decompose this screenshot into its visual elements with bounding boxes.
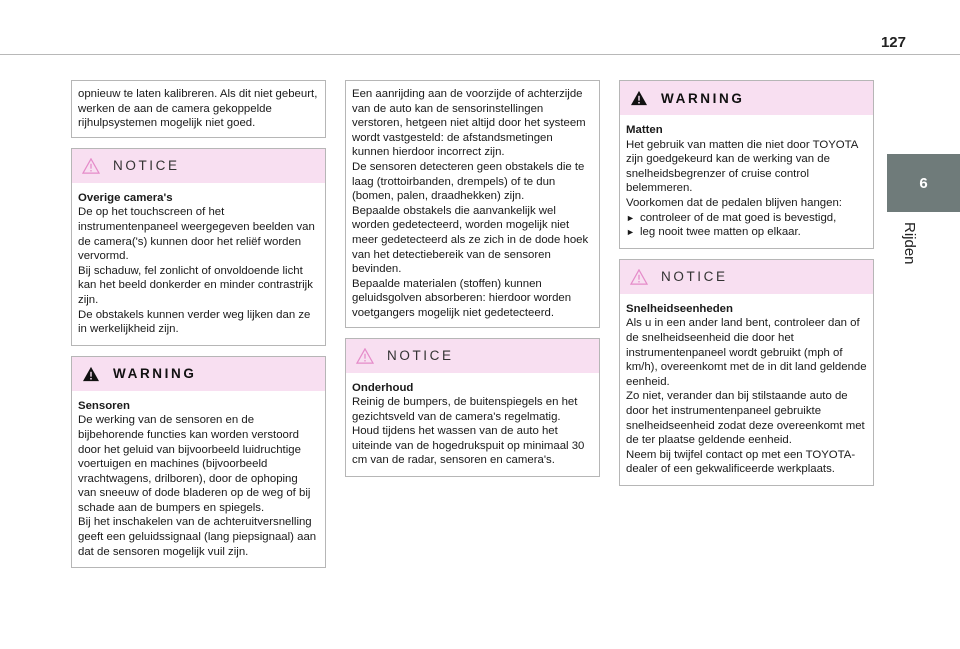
bullet-item <box>626 225 867 240</box>
warning-box-sensors <box>71 356 326 569</box>
warning-line: Voorkomen dat de pedalen blijven hangen: <box>626 196 842 209</box>
notice-body <box>346 373 599 477</box>
warning-subtitle: Matten <box>626 124 663 136</box>
notice-subtitle: Onderhoud <box>352 381 414 394</box>
warning-line: Bij het inschakelen van de achteruitversnelling geeft een geluidssignaal (lang piepsignaal) aan dat de sensoren mogelijk vuil zijn. <box>78 516 317 558</box>
notice-line: Neem bij twijfel contact op met een TOYOTA-dealer of een gekwalificeerde werkplaats. <box>626 448 856 476</box>
notice-line: Als u in een ander land bent, controleer dan of de snelheidseenheid die door het instrumentenpaneel wordt gebruikt (mph of km/h), overeenkomt met de in dit land geldende eenheid. <box>626 317 867 388</box>
notice-line: Reinig de bumpers, de buitenspiegels en het gezichtsveld van de camera's regelmatig. <box>352 396 578 423</box>
warning-header <box>620 81 873 115</box>
column-1 <box>71 80 326 578</box>
warning-header <box>72 357 325 391</box>
intro-box <box>71 80 326 138</box>
warning-body <box>620 115 873 248</box>
warning-triangle-outline-icon <box>630 269 648 285</box>
notice-line: De obstakels kunnen verder weg lijken dan ze in werkelijkheid zijn. <box>78 308 311 336</box>
warning-triangle-outline-icon <box>82 158 100 174</box>
column-3 <box>619 80 874 496</box>
notice-line: Bij schaduw, fel zonlicht of onvoldoende licht kan het beeld donkerder en minder contrastrijk zijn. <box>78 264 313 306</box>
intro-line: Een aanrijding aan de voorzijde of achterzijde van de auto kan de sensorinstellingen verstoren, hetgeen niet altijd door het systeem wordt vastgesteld: de afstandsmetingen kunnen hierdoor incorrect zijn. <box>352 88 586 159</box>
intro-box <box>345 80 600 328</box>
warning-triangle-outline-icon <box>356 348 374 364</box>
notice-label: NOTICE <box>113 158 180 174</box>
chapter-title: Rijden <box>901 222 918 265</box>
intro-line: Bepaalde obstakels die aanvankelijk wel worden gedetecteerd, worden mogelijk niet meer gedetecteerd als ze zich in de dode hoek van het detectiebereik van de sensoren bevinden. <box>352 204 589 276</box>
notice-header <box>620 260 873 294</box>
notice-header <box>346 339 599 373</box>
notice-body <box>620 294 873 485</box>
column-2 <box>345 80 600 487</box>
bullet-arrow-icon: ► <box>626 227 635 238</box>
intro-text: opnieuw te laten kalibreren. Als dit niet gebeurt, werken de aan de camera gekoppelde rijhulpsystemen mogelijk niet goed. <box>78 88 318 130</box>
warning-triangle-filled-icon <box>630 90 648 106</box>
notice-line: Zo niet, verander dan bij stilstaande auto de door het instrumentenpaneel gebruikte snelheidseenheid zodat deze overeenkomt met de ter plaatse geldende eenheid. <box>626 390 865 447</box>
bullet-text: controleer of de mat goed is bevestigd, <box>640 211 837 224</box>
notice-box-speed-units <box>619 259 874 486</box>
bullet-item <box>626 211 867 226</box>
warning-line: De werking van de sensoren en de bijbehorende functies kan worden verstoord door het geluid van bijvoorbeeld luidruchtige voertuigen en machines (bijvoorbeeld vrachtwagens, drilboren), door de ophoping van sneeuw of dode bladeren op de weg of bij schade aan de bumpers en spiegels. <box>78 414 311 514</box>
warning-line: Het gebruik van matten die niet door TOYOTA zijn goedgekeurd kan de werking van de snelheidsbegrenzer of cruise control belemmeren. <box>626 138 858 195</box>
warning-triangle-filled-icon <box>82 366 100 382</box>
warning-box-mats <box>619 80 874 249</box>
notice-subtitle: Snelheidseenheden <box>626 302 733 315</box>
warning-label: WARNING <box>661 90 745 106</box>
bullet-text: leg nooit twee matten op elkaar. <box>640 226 801 239</box>
notice-box-cameras <box>71 148 326 346</box>
notice-subtitle: Overige camera's <box>78 191 173 204</box>
page-number: 127 <box>880 34 906 51</box>
header-divider <box>0 54 960 55</box>
notice-label: NOTICE <box>661 269 728 285</box>
notice-header <box>72 149 325 183</box>
chapter-tab[interactable]: 6 <box>887 154 960 212</box>
notice-label: NOTICE <box>387 348 454 363</box>
notice-line: De op het touchscreen of het instrumentenpaneel weergegeven beelden van de camera('s) kunnen door het reliëf worden vervormd. <box>78 206 315 263</box>
bullet-arrow-icon: ► <box>626 212 635 223</box>
notice-box-maintenance <box>345 338 600 478</box>
warning-body <box>72 391 325 568</box>
intro-line: De sensoren detecteren geen obstakels die te laag (trottoirbanden, drempels) of te dun (bomen, palen, draadhekken) zijn. <box>352 160 585 203</box>
notice-line: Houd tijdens het wassen van de auto het uiteinde van de hogedrukspuit op minimaal 30 cm van de radar, sensoren en camera's. <box>352 425 585 467</box>
intro-line: Bepaalde materialen (stoffen) kunnen geluidsgolven absorberen: hierdoor worden voetgangers mogelijk niet gedetecteerd. <box>352 277 572 319</box>
warning-label: WARNING <box>113 366 197 382</box>
warning-subtitle: Sensoren <box>78 399 130 412</box>
notice-body <box>72 183 325 345</box>
